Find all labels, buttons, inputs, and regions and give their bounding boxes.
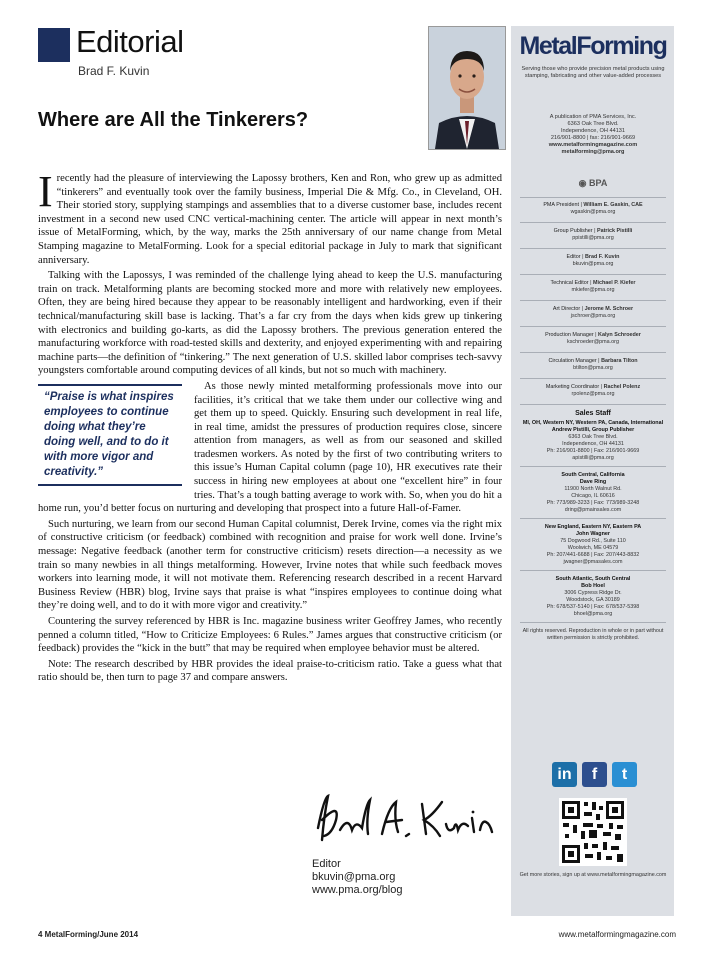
- staff-entry: Group Publisher | Patrick Pistilli ppistilli@pma.org: [553, 228, 633, 241]
- sidebar-divider: [520, 222, 666, 223]
- signoff: [312, 858, 403, 897]
- signoff-role: Editor: [312, 858, 341, 870]
- article-paragraph: Note: The research described by HBR provides the ideal praise-to-criticism ratio. Take a guess what that ratio should be, then turn to page 37 and compare answers.: [38, 658, 502, 684]
- signoff-email[interactable]: bkuvin@pma.org: [312, 871, 396, 883]
- sidebar-divider: [520, 248, 666, 249]
- sidebar-divider: [520, 352, 666, 353]
- sales-heading: Sales Staff: [575, 410, 611, 417]
- article-paragraph: Such nurturing, we learn from our second Human Capital columnist, Derek Irvine, comes via the right mix of constructive criticism (or feedback) combined with recognition and praise for work well done. Irvine’s message: Negative feedback (another term for constructive criticism) resets direction—a necessity as we train so many newbies in all things metalforming. However, Irvine notes that while such feedback moves workers into learning mode, it will not motivate them. Referencing research described in a recent Harvard Business Review (HBR) blog, Irvine says that praise is what “inspires employees to continue doing what they’re doing well, and to do it with more vigor and creativity.”: [38, 518, 502, 612]
- sidebar-divider: [520, 300, 666, 301]
- sidebar-divider: [520, 378, 666, 379]
- staff-entry: Editor | Brad F. Kuvin bkuvin@pma.org: [566, 254, 620, 267]
- drop-cap: I: [38, 167, 53, 216]
- author-byline: Brad F. Kuvin: [78, 64, 150, 78]
- article-paragraph: Talking with the Lapossys, I was reminded of the challenge lying ahead to keep the U.S. manufacturing train on track. Metalforming plants are becoming stocked more and more with relatively new employees. Often, they are being hired because they appear to be reasonably intelligent and hardworking, even if their technical/manufacturing skill base is lacking. That’s a far cry from the days when kids grew up tinkering with electronics and building go-karts, as did the Lapossy brothers. The previous generation entered the manufacturing workforce with road-tested skills and dexterity, and enjoyed experimenting with and repairing machine parts—the definition of “tinkering.” The next generation of U.S. skilled labor comprises tech-savvy youngsters comfortable around computing devices of all kinds, but not so much with machinery.: [38, 270, 502, 377]
- sidebar-divider: [520, 518, 666, 519]
- twitter-icon[interactable]: t: [612, 762, 637, 787]
- sidebar-divider: [520, 404, 666, 405]
- rights-note: All rights reserved. Reproduction in whole or in part without written permission is strictly prohibited.: [522, 628, 664, 641]
- sidebar-divider: [520, 570, 666, 571]
- staff-entry: Circulation Manager | Barbara Tilton btilton@pma.org: [548, 358, 638, 371]
- staff-entry: PMA President | William E. Gaskin, CAE wgaskin@pma.org: [543, 202, 643, 215]
- article-paragraph: Countering the survey referenced by HBR is Inc. magazine business writer Geoffrey James, who recently penned a column titled, “How to Criticize Employees: 6 Rules.” James argues that constructive criticism (or feedback) provides the “kick in the butt” that may be required when employee behavior must be altered.: [38, 616, 502, 655]
- qr-caption: Get more stories, sign up at www.metalformingmagazine.com: [519, 872, 667, 878]
- qr-code-icon[interactable]: [559, 798, 627, 866]
- section-color-block: [38, 28, 70, 62]
- sidebar-divider: [520, 326, 666, 327]
- sidebar-divider: [520, 274, 666, 275]
- pull-quote: “Praise is what inspires employees to continue doing what they’re doing well, and to do it with more vigor and creativity.”: [38, 384, 182, 486]
- bpa-logo: ◉ BPA: [578, 178, 608, 188]
- author-photo: [428, 26, 506, 150]
- sales-entry: South Atlantic, South Central Bob Hoel 3006 Cypress Ridge Dr. Woodstock, GA 30189 Ph: 678/537-5140 | Fax: 678/537-5398 bhoel@pma.org: [546, 576, 640, 617]
- sidebar-divider: [520, 197, 666, 198]
- publisher-address: A publication of PMA Services, Inc. 6363 Oak Tree Blvd. Independence, OH 44131 216/901-8800 | fax: 216/901-9669 www.metalformingmagazine.com metalforming@pma.org: [548, 114, 638, 155]
- linkedin-icon[interactable]: in: [552, 762, 577, 787]
- staff-entry: Production Manager | Kalyn Schroeder kschroeder@pma.org: [545, 332, 641, 345]
- sales-entry: MI, OH, Western NY, Western PA, Canada, International Andrew Pistilli, Group Publisher 6363 Oak Tree Blvd. Independence, OH 44131 Ph: 216/901-8800 | Fax: 216/901-9669 apistilli@pma.org: [522, 420, 664, 461]
- article-body: [38, 167, 502, 687]
- page-title: Where are All the Tinkerers?: [38, 109, 309, 131]
- staff-entry: Marketing Coordinator | Rachel Polenz rpolenz@pma.org: [545, 384, 641, 397]
- footer-page-info: 4 MetalForming/June 2014: [38, 930, 139, 939]
- article-paragraph: Irecently had the pleasure of interviewing the Lapossy brothers, Ken and Ron, who grew up as admitted “tinkerers” and eventually took over the family business, Imperial Die & Mfg. Co., in Cleveland, OH. Their storied story, supplying stampings and assemblies that to a diverse customer base, includes recent investment in a second new used CNC vertical-machining center. The article will appear in next month’s issue of MetalForming, which, by the way, marks the 25th anniversary of our name change from Metal Stamping magazine to MetalForming. Look for a special editorial package in July to mark that significant anniversary.: [38, 167, 502, 266]
- sales-entry: New England, Eastern NY, Eastern PA John Wagner 75 Dogwood Rd., Suite 110 Woolwich, ME 04579 Ph: 207/441-6688 | Fax: 207/443-8832 jwagner@pmasales.com: [544, 524, 642, 565]
- editor-signature: [310, 790, 500, 852]
- signoff-web[interactable]: www.pma.org/blog: [312, 884, 403, 896]
- staff-entry: Art Director | Jerome M. Schroer jschroer@pma.org: [552, 306, 634, 319]
- sidebar-divider: [520, 466, 666, 467]
- footer-url[interactable]: www.metalformingmagazine.com: [558, 930, 676, 939]
- sales-entry: South Central, California Dave Ring 11900 North Walnut Rd. Chicago, IL 60616 Ph: 773/989-3233 | Fax: 773/989-3248 dring@pmainsales.com: [546, 472, 640, 513]
- masthead-logo: MetalForming: [519, 32, 667, 60]
- facebook-icon[interactable]: f: [582, 762, 607, 787]
- article-paragraph: As those newly minted metalforming professionals move into our facilities, it’s critical that we take them under our collective wing and get them up to speed. Quickly. Ensuring such development in real life, in real time, amidst the pressures of production requires close, sincere attention from managers, as well as from our seasoned and skilled tradesmen workers. As noted by the first of two contributing writers to this issue’s Human Capital column (page 10), HR executives rate their success in hiring new employees at about one “excellent hire” in four tries. That’s a tough batting average to work with. So, when you do hit a home run, you’d better focus on nurturing and developing that prospect into a future Hall-of-Famer.: [38, 380, 502, 515]
- sidebar-divider: [520, 622, 666, 623]
- staff-entry: Technical Editor | Michael P. Kiefer mkiefer@pma.org: [550, 280, 636, 293]
- masthead-tagline: Serving those who provide precision metal products using stamping, fabricating and other value-added processes: [521, 66, 665, 79]
- section-title: Editorial: [76, 24, 184, 59]
